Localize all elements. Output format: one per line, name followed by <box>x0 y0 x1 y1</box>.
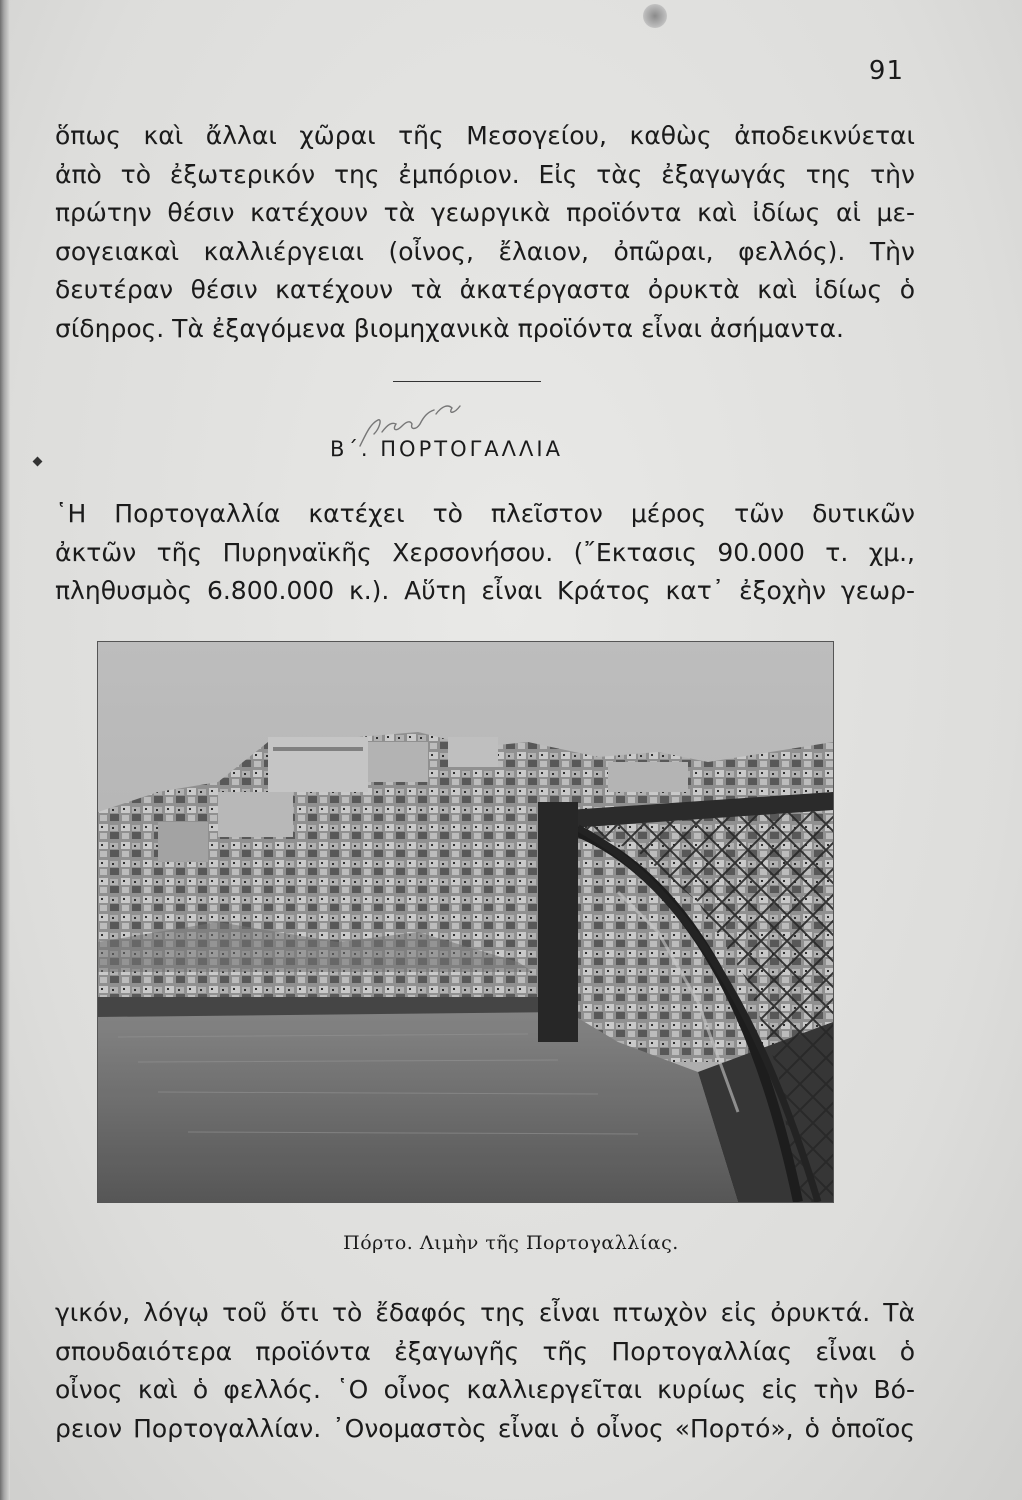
page-binding-edge <box>0 0 10 1500</box>
text-line: σίδηρος. Τὰ ἐξαγόμενα βιομηχανικὰ προϊόντα εἶναι ἀσήμαντα. <box>55 313 844 343</box>
text-line: πρώτην θέσιν κατέχουν τὰ γεωργικὰ προϊόντα καὶ ἰδίως αἱ με- <box>55 198 915 227</box>
text-line: πληθυσμὸς 6.800.000 κ.). Αὕτη εἶναι Κράτος κατ᾿ ἐξοχὴν γεωρ- <box>55 576 915 605</box>
text-line: σογειακαὶ καλλιέργειαι (οἶνος, ἔλαιον, ὀπῶραι, φελλός). Τὴν <box>55 236 915 266</box>
margin-mark <box>33 457 43 467</box>
paragraph-portugal-exports <box>55 1294 915 1448</box>
section-divider <box>393 381 541 382</box>
text-line: ὅπως καὶ ἄλλαι χῶραι τῆς Μεσογείου, καθὼς ἀποδεικνύεται <box>55 121 915 150</box>
text-line: ἀπὸ τὸ ἐξωτερικόν της ἐμπόριον. Εἰς τὰς ἐξαγωγάς της τὴν <box>55 159 915 189</box>
text-line: οἶνος καὶ ὁ φελλός. ῾Ο οἶνος καλλιεργεῖται κυρίως εἰς τὴν Βό- <box>55 1375 915 1404</box>
page-number: 91 <box>868 56 904 86</box>
text-line: ἀκτῶν τῆς Πυρηναϊκῆς Χερσονήσου. (῎Εκτασις 90.000 τ. χμ., <box>55 537 915 567</box>
photo-caption: Πόρτο. Λιμὴν τῆς Πορτογαλλίας. <box>343 1232 679 1254</box>
porto-harbor-photo <box>98 642 833 1202</box>
text-line: ρειον Πορτογαλλίαν. ᾿Ονομαστὸς εἶναι ὁ οἶνος «Πορτό», ὁ ὁποῖος <box>55 1413 915 1443</box>
photo-illustration <box>98 642 833 1202</box>
text-line: δευτέραν θέσιν κατέχουν τὰ ἀκατέργαστα ὀρυκτὰ καὶ ἰδίως ὁ <box>55 275 915 304</box>
paragraph-mediterranean-trade <box>55 117 915 348</box>
text-line: γικόν, λόγῳ τοῦ ὅτι τὸ ἔδαφός της εἶναι πτωχὸν εἰς ὀρυκτά. Τὰ <box>55 1298 915 1327</box>
punch-hole <box>643 4 667 28</box>
section-heading: Β΄. ΠΟΡΤΟΓΑΛΛΙΑ <box>330 437 563 461</box>
text-line: ῾Η Πορτογαλλία κατέχει τὸ πλεῖστον μέρος τῶν δυτικῶν <box>55 499 915 528</box>
paragraph-portugal-intro <box>55 495 915 611</box>
text-line: σπουδαιότερα προϊόντα ἐξαγωγῆς τῆς Πορτογαλλίας εἶναι ὁ <box>55 1336 915 1366</box>
